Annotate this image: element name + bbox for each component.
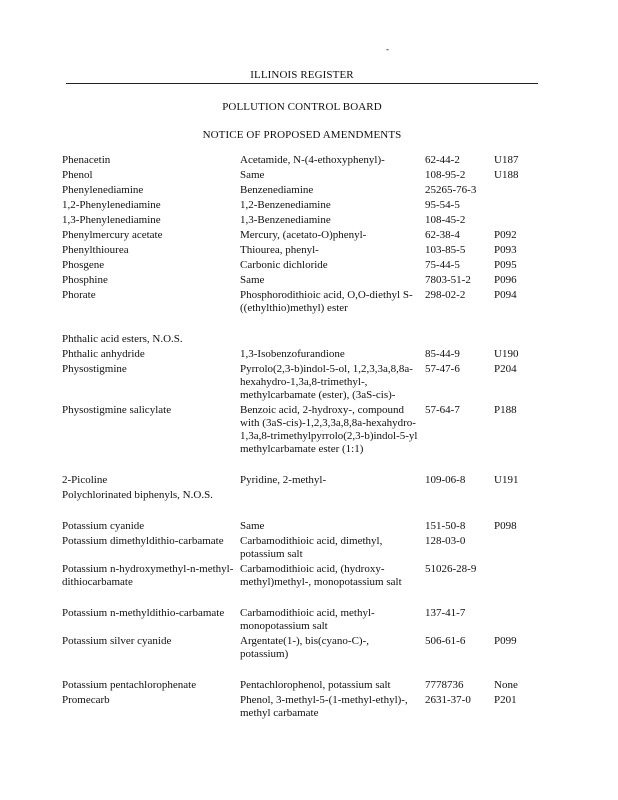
waste-code: P098: [494, 520, 517, 532]
waste-code: [494, 607, 534, 635]
synonym: Same: [240, 274, 265, 286]
substance-name: Potassium cyanide: [62, 520, 145, 532]
table-row: [62, 274, 534, 289]
hazardous-constituents-table: [62, 154, 534, 722]
table-row: [62, 214, 534, 229]
substance-name: Physostigmine salicylate: [62, 404, 172, 416]
substance-name: Potassium n-methyldithio-carbamate: [62, 607, 225, 619]
synonym: Carbamodithioic acid, methyl-monopotassium salt: [240, 607, 375, 632]
row-spacer: [62, 663, 534, 679]
table-row: [62, 520, 534, 535]
cas-number: 109-06-8: [425, 474, 466, 486]
cas-number: 75-44-5: [425, 259, 460, 271]
substance-name: Phenol: [62, 169, 93, 181]
synonym: Benzenediamine: [240, 184, 314, 196]
waste-code: [494, 333, 534, 348]
waste-code: P204: [494, 363, 517, 375]
substance-name: Phthalic anhydride: [62, 348, 145, 360]
table-body: [62, 154, 534, 722]
waste-code: P092: [494, 229, 517, 241]
substance-name: 1,3-Phenylenediamine: [62, 214, 161, 226]
waste-code: U187: [494, 154, 519, 166]
substance-name: Phenacetin: [62, 154, 111, 166]
waste-code: U190: [494, 348, 519, 360]
row-spacer: [62, 317, 534, 333]
table-row: [62, 607, 534, 635]
synonym: Phosphorodithioic acid, O,O-diethyl S-((ethylthio)methyl) ester: [240, 289, 413, 314]
waste-code: P201: [494, 694, 517, 706]
substance-name: Phorate: [62, 289, 96, 301]
waste-code: P093: [494, 244, 517, 256]
substance-name: Promecarb: [62, 694, 110, 706]
waste-code: U191: [494, 474, 519, 486]
cas-number: 95-54-5: [425, 199, 460, 211]
table-row: [62, 289, 534, 317]
synonym: 1,2-Benzenediamine: [240, 199, 331, 211]
table-row: [62, 694, 534, 722]
substance-name: Phosgene: [62, 259, 105, 271]
waste-code: [494, 199, 534, 214]
cas-number: 151-50-8: [425, 520, 466, 532]
table-row: [62, 348, 534, 363]
substance-name: 1,2-Phenylenediamine: [62, 199, 161, 211]
synonym: Carbamodithioic acid, (hydroxy-methyl)methyl-, monopotassium salt: [240, 563, 402, 588]
cas-number: 85-44-9: [425, 348, 460, 360]
page-mark: -: [386, 44, 389, 54]
synonym: Pyridine, 2-methyl-: [240, 474, 327, 486]
cas-number: 298-02-2: [425, 289, 466, 301]
cas-number: 51026-28-9: [425, 563, 477, 575]
substance-name: Phenylthiourea: [62, 244, 129, 256]
synonym: Carbonic dichloride: [240, 259, 328, 271]
synonym: Pentachlorophenol, potassium salt: [240, 679, 391, 691]
cas-number: 7803-51-2: [425, 274, 471, 286]
synonym: Thiourea, phenyl-: [240, 244, 319, 256]
waste-code: [494, 184, 534, 199]
cas-number: 62-38-4: [425, 229, 460, 241]
synonym: Mercury, (acetato-O)phenyl-: [240, 229, 367, 241]
notice-title: NOTICE OF PROPOSED AMENDMENTS: [202, 129, 402, 141]
table-row: [62, 635, 534, 663]
waste-code: P096: [494, 274, 517, 286]
row-spacer: [62, 591, 534, 607]
substance-name: Potassium n-hydroxymethyl-n-methyl-dithiocarbamate: [62, 563, 234, 588]
row-spacer: [62, 458, 534, 474]
cas-number: 506-61-6: [425, 635, 466, 647]
synonym: Pyrrolo(2,3-b)indol-5-ol, 1,2,3,3a,8,8a-hexahydro-1,3a,8-trimethyl-, methylcarbamate (ester), (3aS-cis)-: [240, 363, 413, 401]
substance-name: Polychlorinated biphenyls, N.O.S.: [62, 489, 213, 501]
waste-code: [494, 535, 534, 563]
table-row: [62, 333, 534, 348]
substance-name: Potassium dimethyldithio-carbamate: [62, 535, 224, 547]
table-row: [62, 199, 534, 214]
synonym: Carbamodithioic acid, dimethyl, potassium salt: [240, 535, 383, 560]
substance-name: Physostigmine: [62, 363, 127, 375]
waste-code: U188: [494, 169, 519, 181]
table-row: [62, 535, 534, 563]
table-row: [62, 229, 534, 244]
cas-number: 128-03-0: [425, 535, 466, 547]
synonym: Acetamide, N-(4-ethoxyphenyl)-: [240, 154, 385, 166]
waste-code: P094: [494, 289, 517, 301]
substance-name: 2-Picoline: [62, 474, 108, 486]
cas-number: 103-85-5: [425, 244, 466, 256]
waste-code: [494, 489, 534, 504]
waste-code: P188: [494, 404, 517, 416]
substance-name: Phthalic acid esters, N.O.S.: [62, 333, 183, 345]
waste-code: P095: [494, 259, 517, 271]
synonym: 1,3-Isobenzofurandione: [240, 348, 345, 360]
cas-number: [425, 333, 494, 348]
cas-number: 57-64-7: [425, 404, 460, 416]
cas-number: 108-95-2: [425, 169, 466, 181]
substance-name: Potassium pentachlorophenate: [62, 679, 197, 691]
synonym: [240, 333, 425, 348]
cas-number: [425, 489, 494, 504]
substance-name: Phenylenediamine: [62, 184, 144, 196]
table-row: [62, 363, 534, 404]
table-row: [62, 404, 534, 458]
cas-number: 137-41-7: [425, 607, 466, 619]
table-row: [62, 259, 534, 274]
synonym: [240, 489, 425, 504]
table-row: [62, 244, 534, 259]
table-row: [62, 563, 534, 591]
table-row: [62, 489, 534, 504]
synonym: 1,3-Benzenediamine: [240, 214, 331, 226]
cas-number: 25265-76-3: [425, 184, 477, 196]
table-row: [62, 184, 534, 199]
cas-number: 2631-37-0: [425, 694, 471, 706]
cas-number: 7778736: [425, 679, 464, 691]
substance-name: Phenylmercury acetate: [62, 229, 163, 241]
header-rule: [66, 83, 538, 84]
table-row: [62, 154, 534, 169]
register-title: ILLINOIS REGISTER: [250, 69, 354, 81]
table-row: [62, 169, 534, 184]
cas-number: 57-47-6: [425, 363, 460, 375]
synonym: Benzoic acid, 2-hydroxy-, compound with (3aS-cis)-1,2,3,3a,8,8a-hexahydro-1,3a,8-trimethylpyrrolo(2,3-b)indol-5-yl methylcarbamate ester (1:1): [240, 404, 418, 455]
waste-code: None: [494, 679, 518, 691]
substance-name: Potassium silver cyanide: [62, 635, 172, 647]
waste-code: [494, 214, 534, 229]
synonym: Phenol, 3-methyl-5-(1-methyl-ethyl)-, methyl carbamate: [240, 694, 408, 719]
cas-number: 108-45-2: [425, 214, 466, 226]
waste-code: [494, 563, 534, 591]
row-spacer: [62, 504, 534, 520]
substance-name: Phosphine: [62, 274, 108, 286]
synonym: Argentate(1-), bis(cyano-C)-, potassium): [240, 635, 369, 660]
table-row: [62, 474, 534, 489]
waste-code: P099: [494, 635, 517, 647]
table-row: [62, 679, 534, 694]
cas-number: 62-44-2: [425, 154, 460, 166]
synonym: Same: [240, 520, 265, 532]
synonym: Same: [240, 169, 265, 181]
board-title: POLLUTION CONTROL BOARD: [222, 101, 382, 113]
